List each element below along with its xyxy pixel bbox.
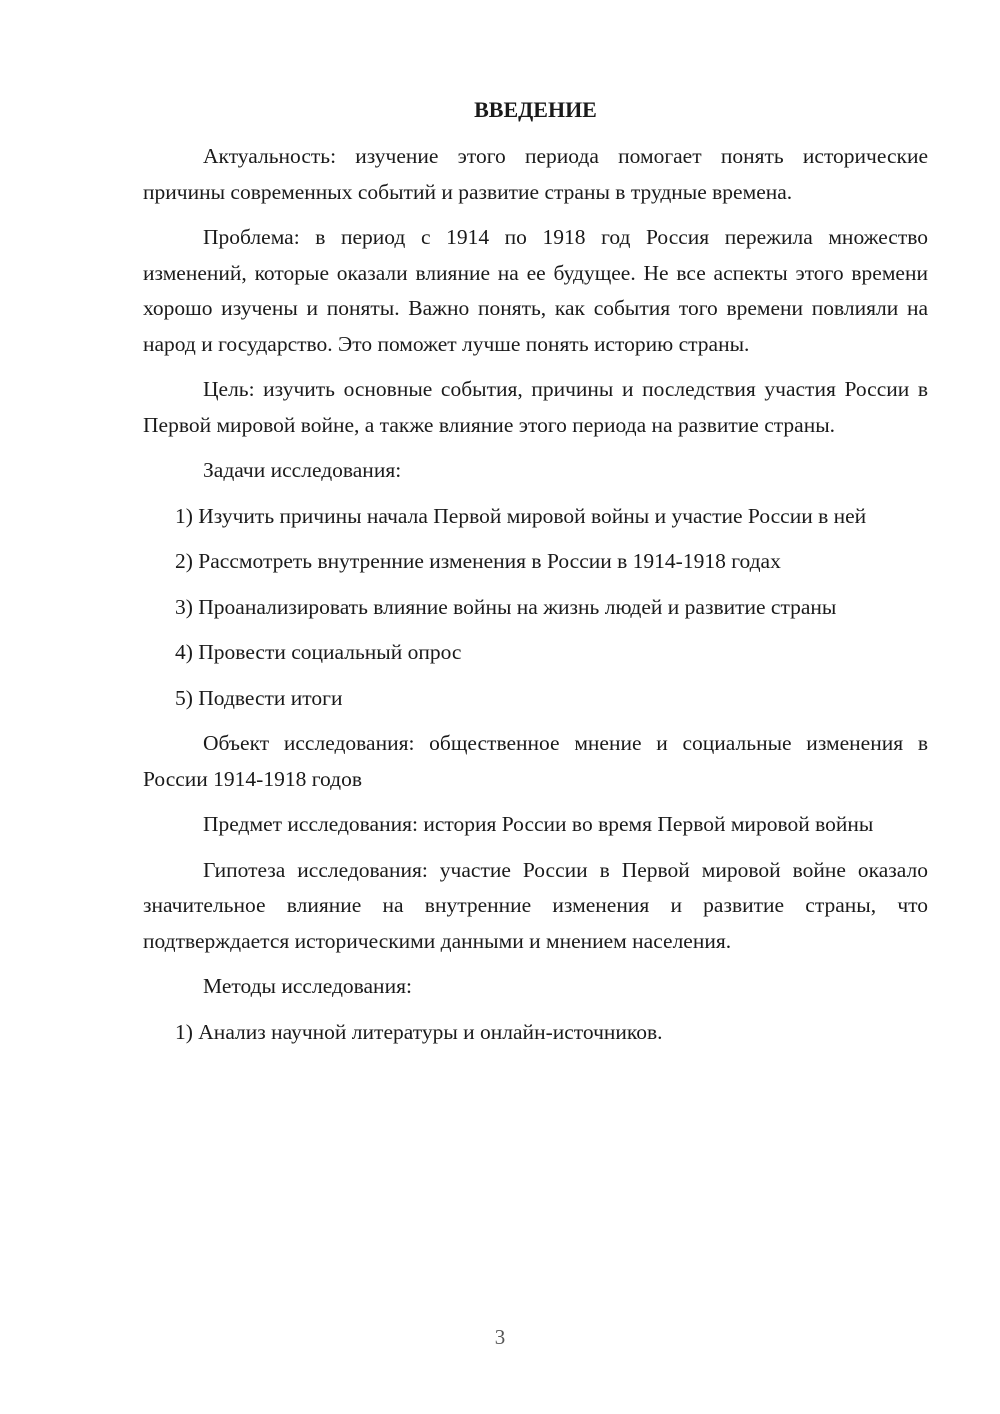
page-number: 3 <box>494 1325 506 1349</box>
task-item-5: 5) Подвести итоги <box>175 685 343 710</box>
method-item-1: 1) Анализ научной литературы и онлайн-источников. <box>175 1019 663 1044</box>
problem-paragraph: Проблема: в период с 1914 по 1918 год Россия пережила множество изменений, которые оказали влияние на ее будущее. Не все аспекты этого времени хорошо изучены и поняты. Важно понять, как события того времени повлияли на народ и государство. Это поможет лучше понять историю страны. <box>143 225 928 356</box>
tasks-heading: Задачи исследования: <box>203 458 402 482</box>
hypothesis-paragraph: Гипотеза исследования: участие России в Первой мировой войне оказало значительное влияние на внутренние изменения и развитие страны, что подтверждается историческими данными и мнением населения. <box>143 857 928 953</box>
subject-paragraph: Предмет исследования: история России во время Первой мировой войны <box>203 812 874 836</box>
goal-paragraph: Цель: изучить основные события, причины и последствия участия России в Первой мировой войне, а также влияние этого периода на развитие страны. <box>143 377 928 437</box>
task-item-1: 1) Изучить причины начала Первой мировой войны и участие России в ней <box>175 503 867 528</box>
document-page <box>143 92 928 1060</box>
object-paragraph: Объект исследования: общественное мнение и социальные изменения в России 1914-1918 годов <box>143 731 928 791</box>
task-item-3: 3) Проанализировать влияние войны на жизнь людей и развитие страны <box>175 594 837 619</box>
page-title: ВВЕДЕНИЕ <box>474 97 597 122</box>
methods-heading: Методы исследования: <box>203 974 412 998</box>
task-item-4: 4) Провести социальный опрос <box>175 640 462 664</box>
task-item-2: 2) Рассмотреть внутренние изменения в России в 1914-1918 годах <box>175 549 781 573</box>
relevance-paragraph: Актуальность: изучение этого периода помогает понять исторические причины современных событий и развитие страны в трудные времена. <box>143 144 928 204</box>
